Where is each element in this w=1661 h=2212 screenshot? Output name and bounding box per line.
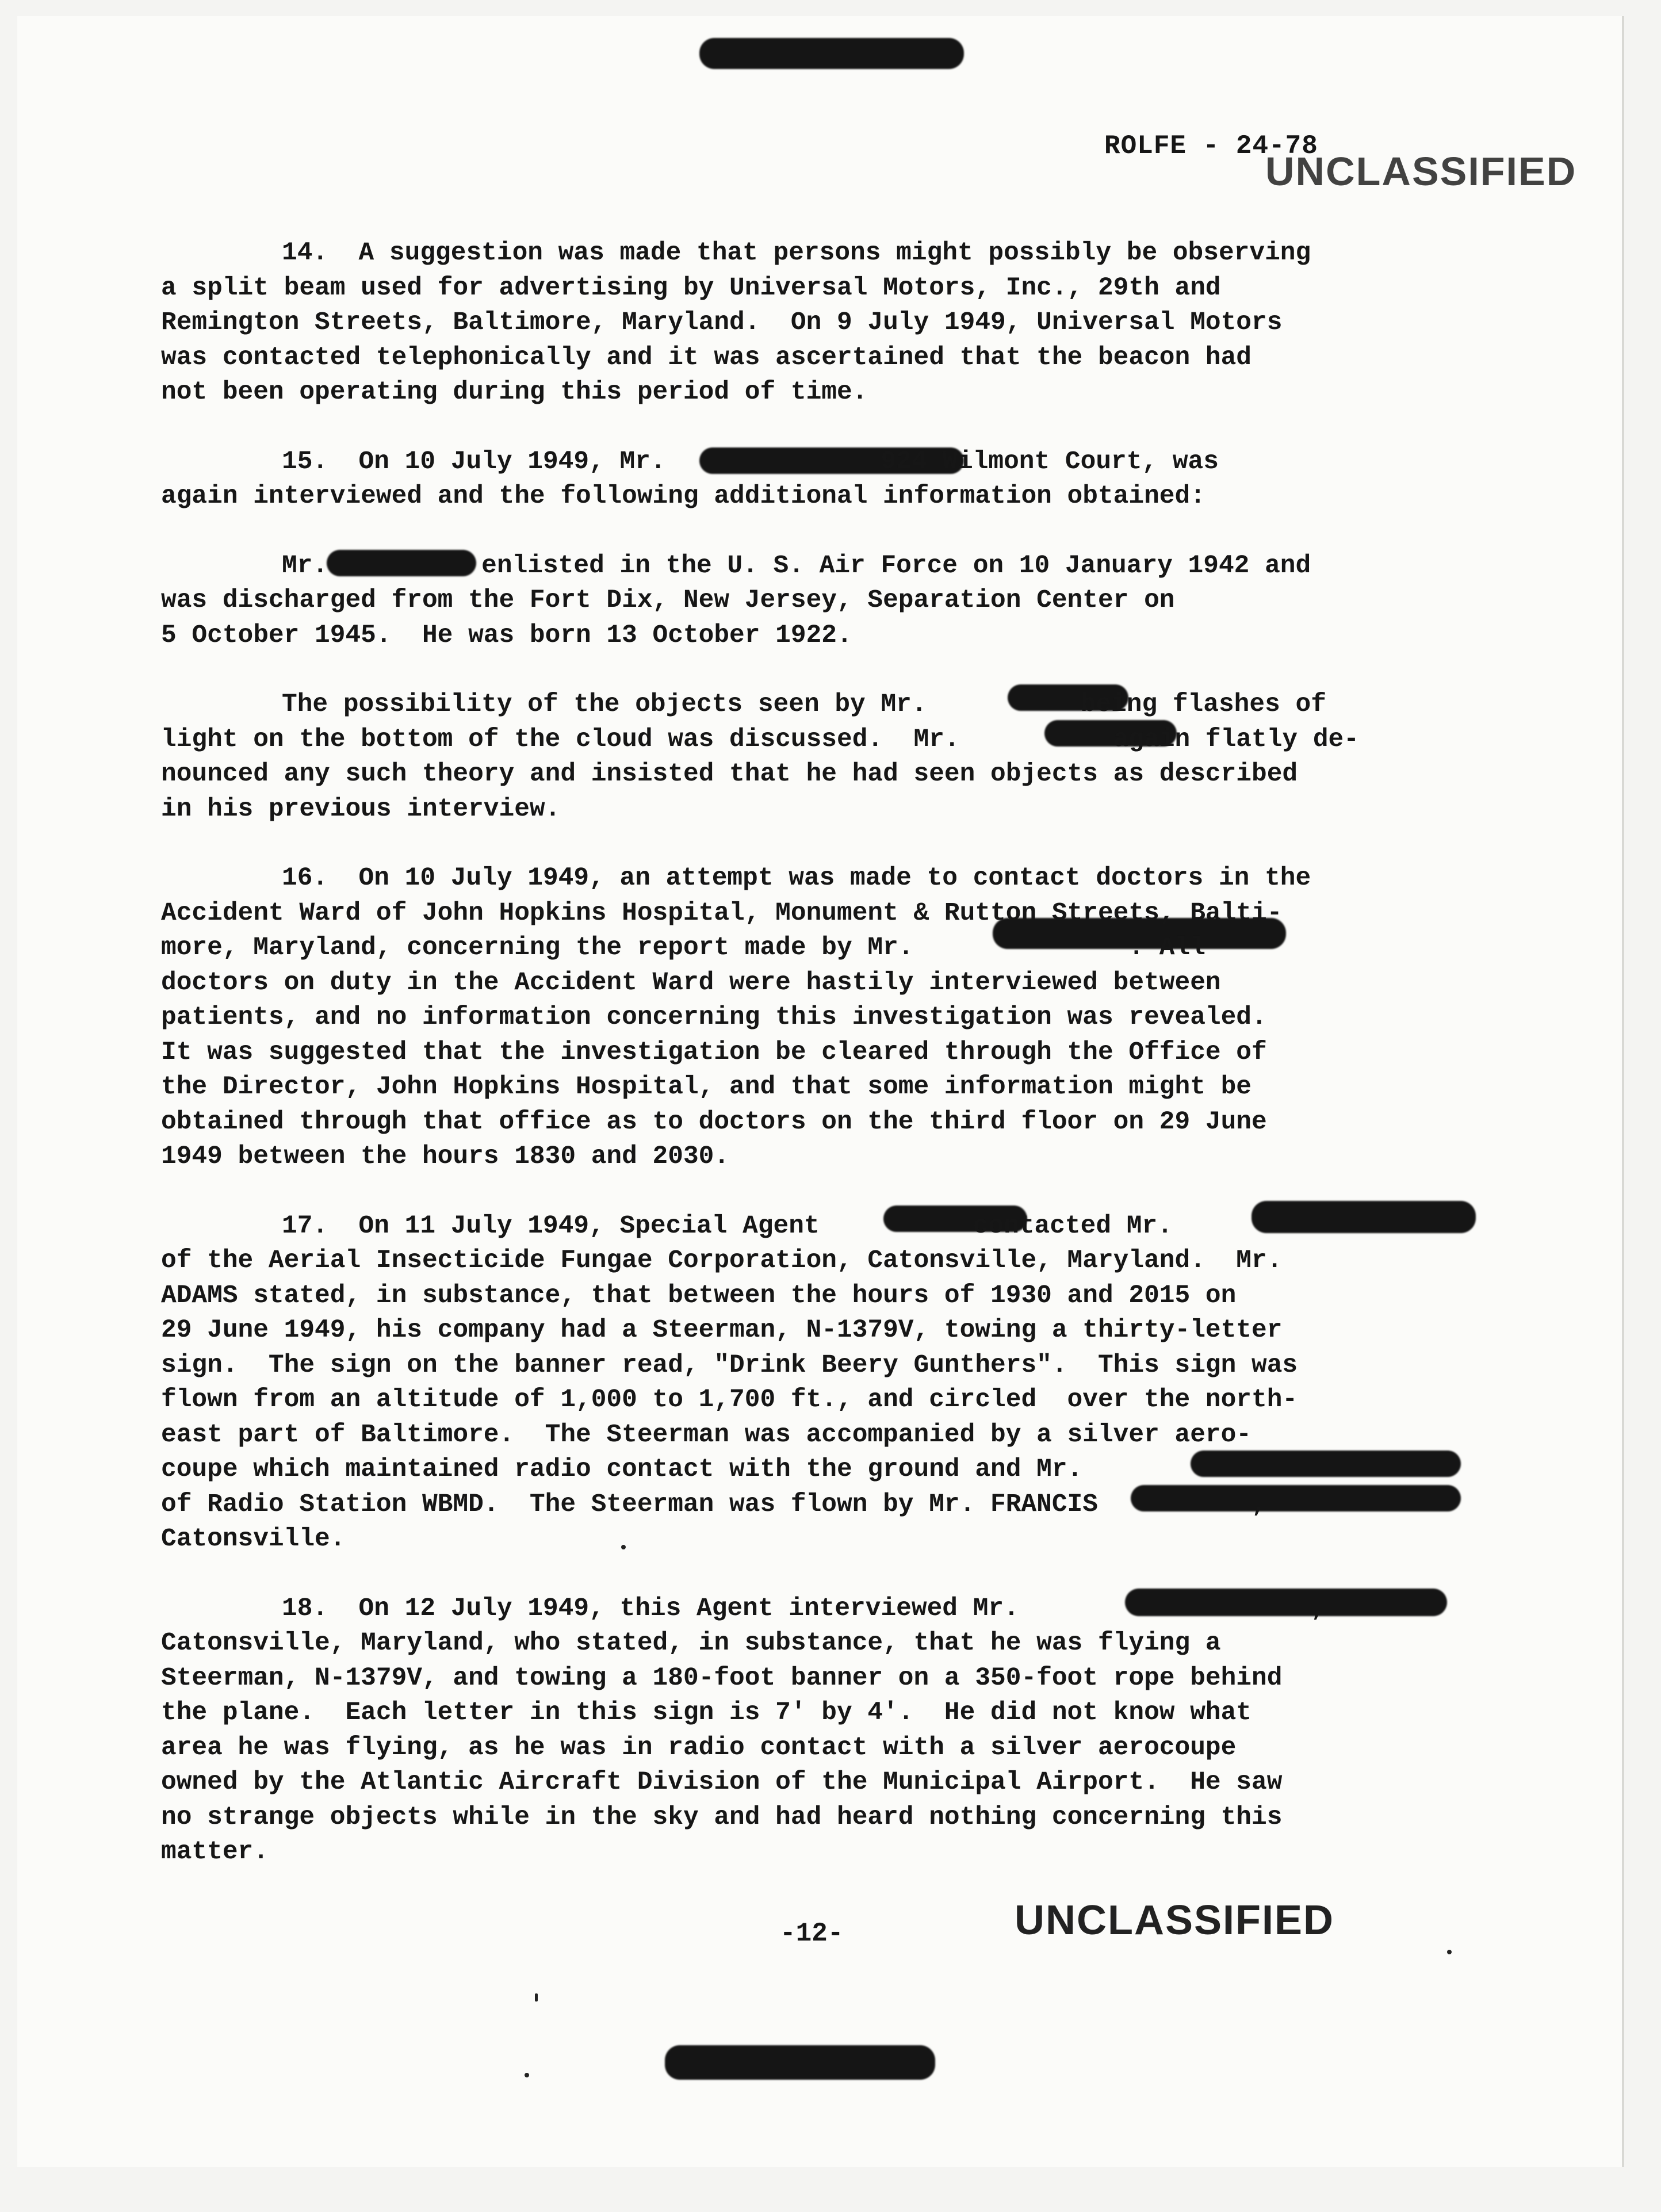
text-line: The possibility of the objects seen by Mr. being flashes of (282, 690, 1326, 719)
text-line: 18. On 12 July 1949, this Agent interviewed Mr. , (282, 1594, 1326, 1623)
paragraph-17 (161, 1209, 1426, 1557)
text-line: sign. The sign on the banner read, "Drink Beery Gunthers". This sign was (161, 1350, 1298, 1380)
document-reference: ROLFE - 24-78 (1104, 131, 1318, 161)
paragraph-15-possibility (161, 687, 1426, 826)
text-line: 16. On 10 July 1949, an attempt was made to contact doctors in the (282, 864, 1311, 893)
text-line: 15. On 10 July 1949, Mr. 924 Wilmont Court, was (282, 447, 1219, 476)
text-line: matter. (161, 1838, 269, 1866)
text-line: patients, and no information concerning this investigation was revealed. (161, 1003, 1267, 1032)
classification-stamp-bottom: UNCLASSIFIED (1015, 1897, 1335, 1943)
text-line: east part of Baltimore. The Steerman was accompanied by a silver aero- (161, 1420, 1252, 1449)
text-line: area he was flying, as he was in radio contact with a silver aerocoupe (161, 1733, 1237, 1762)
text-line: light on the bottom of the cloud was discussed. Mr. again flatly de- (161, 725, 1359, 754)
redaction-top-marking (699, 38, 964, 69)
text-line: doctors on duty in the Accident Ward were hastily interviewed between (161, 968, 1221, 997)
text-line: Accident Ward of John Hopkins Hospital, Monument & Rutton Streets, Balti- (161, 898, 1283, 928)
text-line: a split beam used for advertising by Universal Motors, Inc., 29th and (161, 273, 1221, 303)
text-line: Catonsville, Maryland, who stated, in substance, that he was flying a (161, 1629, 1221, 1658)
text-line: 14. A suggestion was made that persons might possibly be observing (282, 239, 1311, 267)
text-line: Catonsville. (161, 1525, 346, 1553)
text-line: owned by the Atlantic Aircraft Division of the Municipal Airport. He saw (161, 1768, 1283, 1797)
text-line: coupe which maintained radio contact with the ground and Mr. (161, 1455, 1298, 1484)
text-line: in his previous interview. (161, 794, 561, 824)
text-line: was contacted telephonically and it was ascertained that the beacon had (161, 343, 1252, 372)
text-line: Steerman, N-1379V, and towing a 180-foot banner on a 350-foot rope behind (161, 1663, 1283, 1693)
text-line: again interviewed and the following additional information obtained: (161, 482, 1205, 511)
speck (535, 1993, 538, 2001)
text-line: the plane. Each letter in this sign is 7' by 4'. He did not know what (161, 1698, 1252, 1727)
classification-stamp-top: UNCLASSIFIED (1265, 149, 1577, 194)
paragraph-18 (161, 1591, 1426, 1870)
speck (621, 1545, 626, 1549)
text-line: It was suggested that the investigation be cleared through the Office of (161, 1038, 1267, 1067)
text-line: of Radio Station WBMD. The Steerman was flown by Mr. FRANCIS , (161, 1490, 1267, 1519)
text-line: was discharged from the Fort Dix, New Jersey, Separation Center on (161, 586, 1175, 615)
text-line: no strange objects while in the sky and had heard nothing concerning this (161, 1802, 1283, 1832)
paragraph-14 (161, 236, 1426, 410)
text-line: of the Aerial Insecticide Fungae Corporation, Catonsville, Maryland. Mr. (161, 1246, 1283, 1275)
page-number: -12- (780, 1919, 844, 1949)
text-line: ADAMS stated, in substance, that between the hours of 1930 and 2015 on (161, 1281, 1237, 1310)
paragraph-15 (161, 445, 1426, 514)
text-line: 1949 between the hours 1830 and 2030. (161, 1142, 730, 1171)
document-body (161, 236, 1426, 1904)
text-line: Remington Streets, Baltimore, Maryland. On 9 July 1949, Universal Motors (161, 308, 1283, 337)
redaction-bottom-marking (665, 2045, 935, 2080)
text-line: 29 June 1949, his company had a Steerman, N-1379V, towing a thirty-letter (161, 1316, 1283, 1345)
text-line: more, Maryland, concerning the report made by Mr. . All (161, 933, 1205, 962)
text-line: 5 October 1945. He was born 13 October 1922. (161, 621, 852, 650)
speck (1447, 1950, 1452, 1954)
paragraph-15-service (161, 549, 1426, 653)
text-line: flown from an altitude of 1,000 to 1,700 ft., and circled over the north- (161, 1386, 1298, 1414)
text-line: not been operating during this period of time. (161, 378, 868, 407)
text-line: Mr. enlisted in the U. S. Air Force on 10 January 1942 and (282, 551, 1311, 580)
text-line: obtained through that office as to doctors on the third floor on 29 June (161, 1107, 1267, 1136)
text-line: 17. On 11 July 1949, Special Agent contacted Mr. (282, 1211, 1326, 1241)
speck (525, 2073, 529, 2077)
text-line: nounced any such theory and insisted that he had seen objects as described (161, 760, 1298, 789)
text-line: the Director, John Hopkins Hospital, and that some information might be (161, 1073, 1252, 1101)
paragraph-16 (161, 861, 1426, 1174)
